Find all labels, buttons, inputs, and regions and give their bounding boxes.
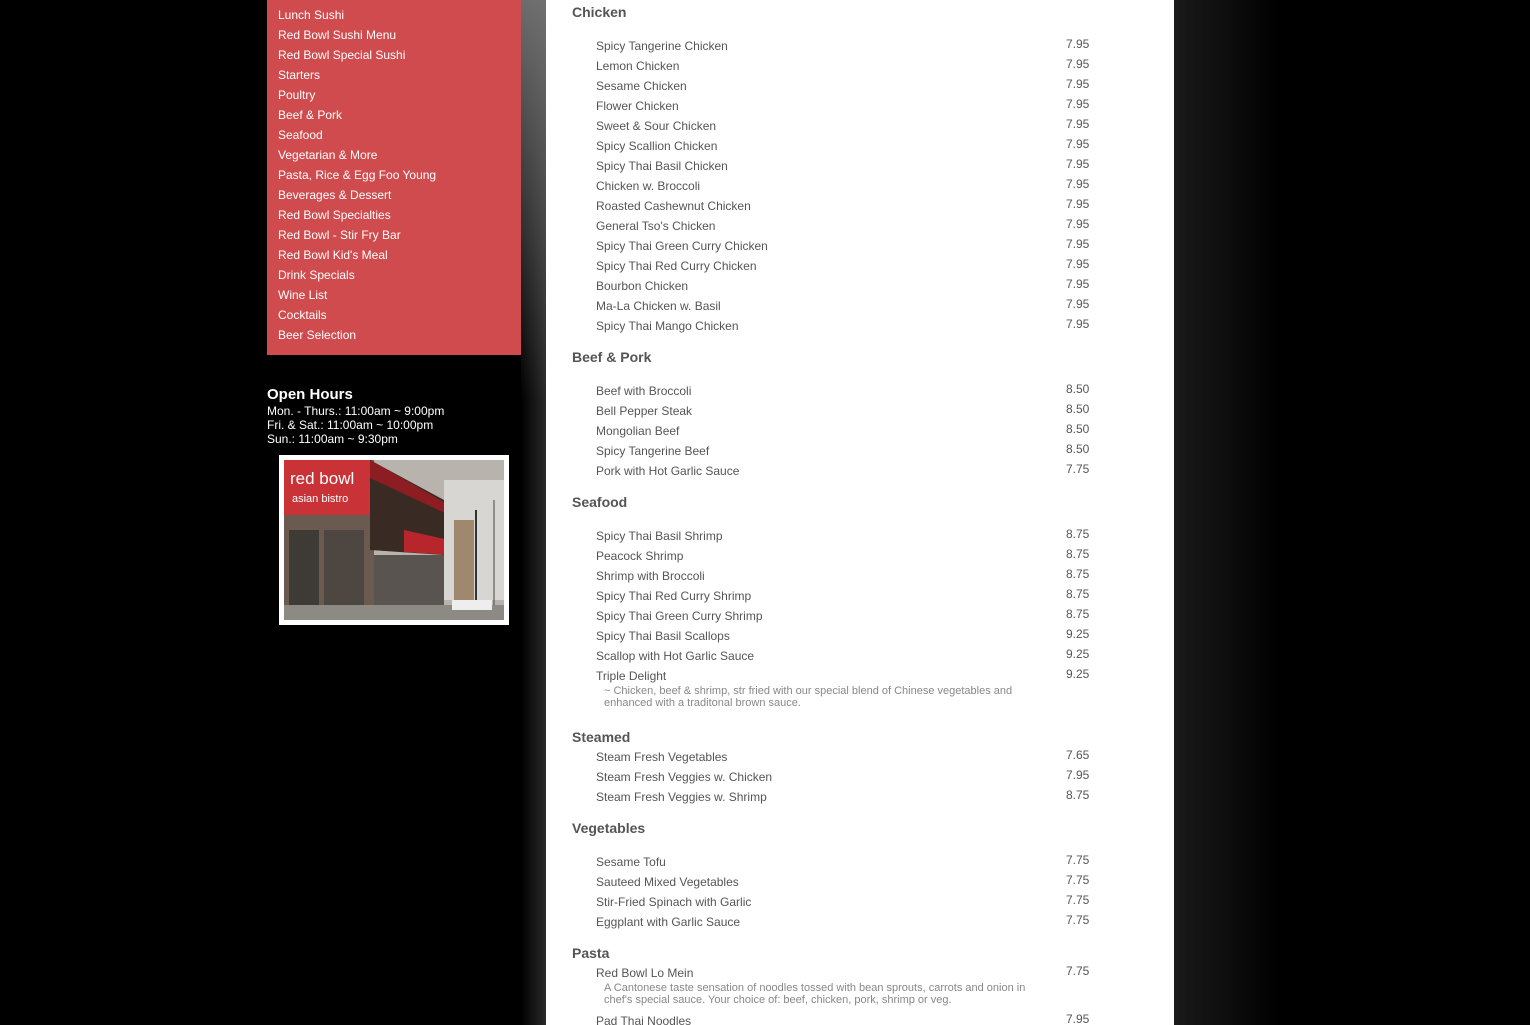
menu-item-name: Sesame Chicken xyxy=(596,79,687,93)
section-title: Vegetables xyxy=(572,820,646,836)
menu-item-price: 8.75 xyxy=(1066,607,1090,621)
nav-item[interactable]: Seafood xyxy=(278,128,323,142)
section-title: Beef & Pork xyxy=(572,349,652,365)
nav-item[interactable]: Beef & Pork xyxy=(278,108,343,122)
nav-item[interactable]: Red Bowl Sushi Menu xyxy=(278,28,397,42)
menu-item-price: 8.50 xyxy=(1066,382,1090,396)
menu-item-price: 9.25 xyxy=(1066,627,1090,641)
menu-item-name: Spicy Thai Green Curry Chicken xyxy=(596,239,768,253)
menu-item-name: Spicy Thai Basil Chicken xyxy=(596,159,728,173)
menu-item-price: 7.75 xyxy=(1066,913,1090,927)
menu-item-name: Scallop with Hot Garlic Sauce xyxy=(596,649,755,663)
sign-text-name: red bowl xyxy=(290,469,355,488)
menu-item-price: 7.95 xyxy=(1066,257,1090,271)
nav-item[interactable]: Drink Specials xyxy=(278,268,355,282)
menu-item-price: 8.50 xyxy=(1066,442,1090,456)
menu-item-price: 7.95 xyxy=(1066,277,1090,291)
menu-item-price: 7.95 xyxy=(1066,768,1090,782)
menu-item-name: Spicy Tangerine Chicken xyxy=(596,39,728,53)
menu-item-price: 7.65 xyxy=(1066,748,1090,762)
menu-item-name: Sauteed Mixed Vegetables xyxy=(596,875,739,889)
menu-content xyxy=(546,0,1174,1025)
menu-item-description: A Cantonese taste sensation of noodles tossed with bean sprouts, carrots and onion in chef's special sauce. Your choice of: beef, chicken, pork, shrimp or veg. xyxy=(604,982,1026,1006)
menu-item-name: Spicy Thai Mango Chicken xyxy=(596,319,739,333)
section-title: Pasta xyxy=(572,945,610,961)
menu-item-price: 7.95 xyxy=(1066,197,1090,211)
nav-item[interactable]: Red Bowl Special Sushi xyxy=(278,48,406,62)
menu-item-price: 8.50 xyxy=(1066,422,1090,436)
nav-item[interactable]: Beverages & Dessert xyxy=(278,188,392,202)
menu-item-name: Sweet & Sour Chicken xyxy=(596,119,717,133)
hours-line: Fri. & Sat.: 11:00am ~ 10:00pm xyxy=(267,418,434,432)
menu-item-price: 8.75 xyxy=(1066,547,1090,561)
menu-item-name: Spicy Thai Red Curry Shrimp xyxy=(596,589,752,603)
menu-item-name: Pad Thai Noodles xyxy=(596,1014,692,1025)
menu-item-name: Triple Delight xyxy=(596,669,667,683)
menu-item-name: Sesame Tofu xyxy=(596,855,666,869)
nav-item[interactable]: Poultry xyxy=(278,88,316,102)
menu-item-price: 7.95 xyxy=(1066,297,1090,311)
menu-item-name: Steam Fresh Veggies w. Shrimp xyxy=(596,790,767,804)
menu-item-name: Steam Fresh Veggies w. Chicken xyxy=(596,770,773,784)
nav-item[interactable]: Red Bowl - Stir Fry Bar xyxy=(278,228,401,242)
menu-item-name: Chicken w. Broccoli xyxy=(596,179,701,193)
menu-item-name: Peacock Shrimp xyxy=(596,549,684,563)
nav-item[interactable]: Vegetarian & More xyxy=(278,148,378,162)
menu-item-name: Spicy Thai Red Curry Chicken xyxy=(596,259,757,273)
section-title: Seafood xyxy=(572,494,628,510)
restaurant-photo xyxy=(284,460,504,620)
menu-item-price: 7.75 xyxy=(1066,873,1090,887)
menu-item-price: 7.95 xyxy=(1066,237,1090,251)
sign-text-subtitle: asian bistro xyxy=(292,493,349,505)
menu-item-name: Spicy Thai Green Curry Shrimp xyxy=(596,609,763,623)
menu-item-name: Shrimp with Broccoli xyxy=(596,569,705,583)
menu-item-price: 7.95 xyxy=(1066,177,1090,191)
menu-item-name: Roasted Cashewnut Chicken xyxy=(596,199,751,213)
menu-item-price: 8.50 xyxy=(1066,402,1090,416)
menu-item-price: 9.25 xyxy=(1066,667,1090,681)
nav-item[interactable]: Beer Selection xyxy=(278,328,357,342)
nav-item[interactable]: Starters xyxy=(278,68,321,82)
menu-item-price: 7.75 xyxy=(1066,893,1090,907)
menu-item-price: 7.95 xyxy=(1066,317,1090,331)
menu-item-name: General Tso's Chicken xyxy=(596,219,716,233)
menu-item-price: 7.95 xyxy=(1066,57,1090,71)
hours-line: Sun.: 11:00am ~ 9:30pm xyxy=(267,432,398,446)
menu-item-price: 8.75 xyxy=(1066,788,1090,802)
restaurant-photo-frame xyxy=(279,455,509,625)
menu-item-name: Beef with Broccoli xyxy=(596,384,692,398)
nav-item[interactable]: Lunch Sushi xyxy=(278,8,345,22)
menu-item-name: Bell Pepper Steak xyxy=(596,404,693,418)
menu-item-description: ~ Chicken, beef & shrimp, str fried with our special blend of Chinese vegetables and enhanced with a traditonal brown sauce. xyxy=(604,685,1013,709)
menu-item-price: 7.95 xyxy=(1066,77,1090,91)
menu-item-price: 7.75 xyxy=(1066,462,1090,476)
menu-item-name: Eggplant with Garlic Sauce xyxy=(596,915,741,929)
menu-item-name: Bourbon Chicken xyxy=(596,279,689,293)
nav-item[interactable]: Red Bowl Kid's Meal xyxy=(278,248,388,262)
left-column xyxy=(0,0,546,1025)
menu-item-name: Pork with Hot Garlic Sauce xyxy=(596,464,740,478)
menu-item-price: 9.25 xyxy=(1066,647,1090,661)
menu-item-name: Stir-Fried Spinach with Garlic xyxy=(596,895,752,909)
right-background xyxy=(1174,0,1530,1025)
menu-item-name: Steam Fresh Vegetables xyxy=(596,750,728,764)
menu-nav xyxy=(267,0,521,355)
menu-item-price: 7.95 xyxy=(1066,97,1090,111)
menu-item-price: 7.95 xyxy=(1066,157,1090,171)
storefront-illustration xyxy=(284,460,504,620)
menu-item-name: Spicy Scallion Chicken xyxy=(596,139,718,153)
nav-item[interactable]: Pasta, Rice & Egg Foo Young xyxy=(278,168,437,182)
menu-item-name: Red Bowl Lo Mein xyxy=(596,966,694,980)
menu-item-name: Spicy Thai Basil Scallops xyxy=(596,629,730,643)
nav-item[interactable]: Wine List xyxy=(278,288,328,302)
menu-item-name: Spicy Thai Basil Shrimp xyxy=(596,529,723,543)
nav-item[interactable]: Cocktails xyxy=(278,308,327,322)
menu-item-name: Ma-La Chicken w. Basil xyxy=(596,299,721,313)
column-shadow-highlight xyxy=(521,0,546,400)
menu-item-price: 7.95 xyxy=(1066,37,1090,51)
menu-item-price: 8.75 xyxy=(1066,527,1090,541)
section-title: Chicken xyxy=(572,4,627,20)
menu-item-name: Mongolian Beef xyxy=(596,424,680,438)
open-hours xyxy=(267,386,444,446)
menu-item-price: 7.95 xyxy=(1066,137,1090,151)
menu-item-name: Flower Chicken xyxy=(596,99,679,113)
menu-item-price: 7.95 xyxy=(1066,217,1090,231)
menu-item-price: 7.95 xyxy=(1066,117,1090,131)
menu-item-price: 7.75 xyxy=(1066,964,1090,978)
nav-item[interactable]: Red Bowl Specialties xyxy=(278,208,391,222)
menu-item-name: Spicy Tangerine Beef xyxy=(596,444,710,458)
menu-item-price: 7.95 xyxy=(1066,1012,1090,1025)
hours-line: Mon. - Thurs.: 11:00am ~ 9:00pm xyxy=(267,404,445,418)
menu-item-price: 7.75 xyxy=(1066,853,1090,867)
menu-item-price: 8.75 xyxy=(1066,587,1090,601)
section-title: Steamed xyxy=(572,729,631,745)
menu-item-price: 8.75 xyxy=(1066,567,1090,581)
open-hours-title: Open Hours xyxy=(267,386,353,403)
menu-item-name: Lemon Chicken xyxy=(596,59,680,73)
